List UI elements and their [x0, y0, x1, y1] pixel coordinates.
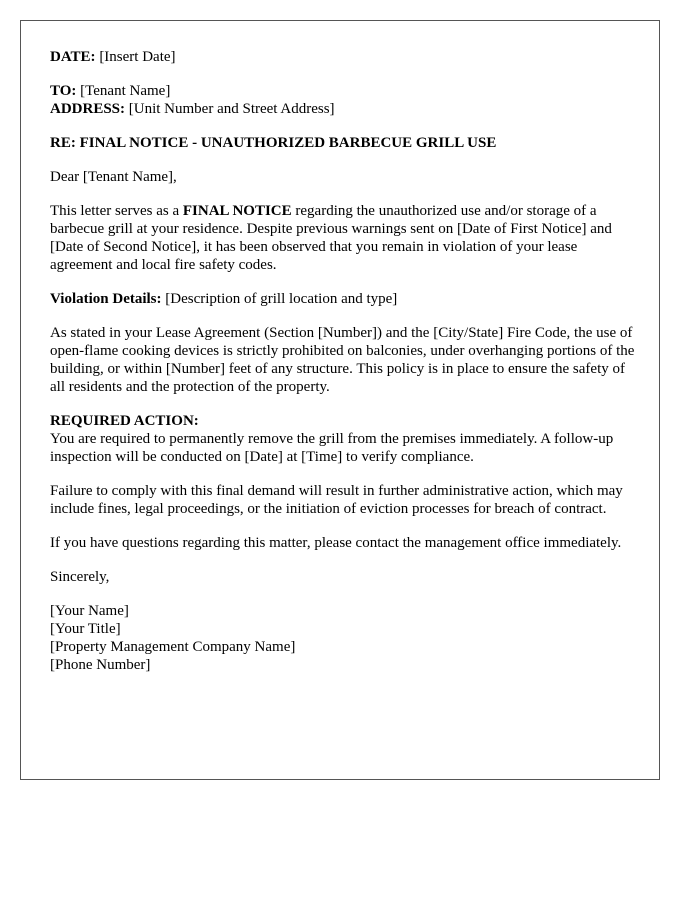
address-line: [50, 100, 640, 118]
violation-value: [Description of grill location and type]: [161, 291, 398, 307]
required-label: REQUIRED ACTION:: [50, 413, 199, 429]
signature-title: [Your Title]: [50, 621, 121, 637]
date-label: DATE:: [50, 49, 96, 65]
date-line: [50, 48, 640, 66]
to-value: [Tenant Name]: [76, 83, 171, 99]
date-value: [Insert Date]: [95, 49, 176, 65]
paragraph-final-notice: [50, 202, 640, 274]
para1-prefix: This letter serves as a: [50, 203, 183, 219]
required-action-heading: [50, 412, 640, 430]
violation-label: Violation Details:: [50, 291, 162, 307]
to-line: [50, 82, 640, 100]
para1-suffix: regarding the unauthorized use and/or storage of a barbecue grill at your residence. Despite previous warnings sent on [Date of First Notice] and [Date of Second Notice], it has been observed that you remain in violation of your lease agreement and local fire safety codes.: [50, 203, 612, 273]
signature-company: [Property Management Company Name]: [50, 639, 296, 655]
subject-line: [50, 134, 640, 152]
paragraph-lease-policy: As stated in your Lease Agreement (Section [Number]) and the [City/State] Fire Code, the use of open-flame cooking devices is strictly prohibited on balconies, under overhanging portions of the building, or within [Number] feet of any structure. This policy is in place to ensure the safety of all residents and the protection of the property.: [50, 325, 635, 395]
signature-phone: [Phone Number]: [50, 657, 151, 673]
closing: Sincerely,: [50, 569, 110, 585]
subject-text: RE: FINAL NOTICE - UNAUTHORIZED BARBECUE GRILL USE: [50, 135, 497, 151]
address-label: ADDRESS:: [50, 101, 126, 117]
para1-bold: FINAL NOTICE: [182, 203, 292, 219]
violation-details: [50, 290, 640, 308]
signature-name: [Your Name]: [50, 603, 129, 619]
address-value: [Unit Number and Street Address]: [125, 101, 335, 117]
paragraph-contact: If you have questions regarding this matter, please contact the management office immediately.: [50, 535, 622, 551]
to-label: TO:: [50, 83, 77, 99]
salutation: Dear [Tenant Name],: [50, 169, 177, 185]
paragraph-consequences: Failure to comply with this final demand will result in further administrative action, which may include fines, legal proceedings, or the initiation of eviction processes for breach of contract.: [50, 483, 623, 517]
required-action-text: You are required to permanently remove the grill from the premises immediately. A follow-up inspection will be conducted on [Date] at [Time] to verify compliance.: [50, 431, 614, 465]
letter-body: [50, 48, 640, 690]
signature-block: [50, 602, 640, 674]
letter-page: [20, 20, 660, 780]
